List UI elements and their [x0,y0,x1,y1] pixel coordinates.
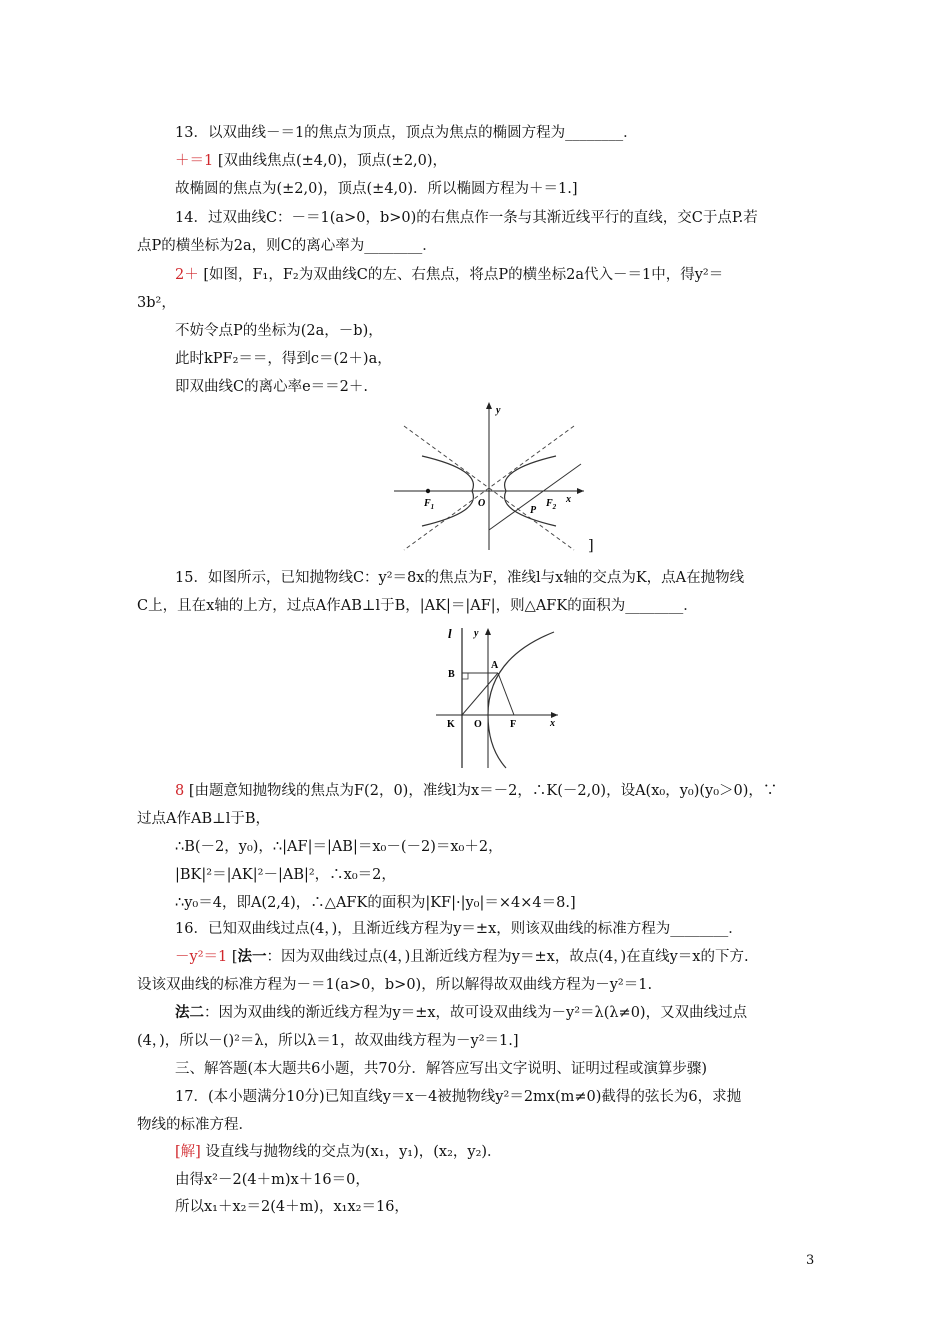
fig2-a-label: A [491,660,499,671]
q16-line4: 法二：因为双曲线的渐近线方程为y＝±x，故可设双曲线为－y²＝λ(λ≠0)，又双曲线过点 [175,1004,748,1021]
q15-line4: 过点A作AB⊥l于B， [137,811,271,827]
fig1-y-label: y [496,405,501,416]
q15-answer-line: 8 [由题意知抛物线的焦点为F(2，0)，准线l为x＝－2，∴K(－2,0)，设A(x₀，y₀)(y₀＞0)，∵ [175,783,778,799]
q14-answer: 2＋ [175,267,199,283]
q13-explanation: 故椭圆的焦点为(±2,0)，顶点(±4,0)．所以椭圆方程为＋＝1.] [175,181,578,197]
method-two-label: 法二 [175,1004,204,1021]
fig1-f2-label: $F_2$ [546,498,557,511]
fig2-o-label: O [474,719,482,730]
q14-line1: 14．过双曲线C：－＝1(a>0，b>0)的右焦点作一条与其渐近线平行的直线，交C于点P.若 [175,210,758,226]
q14-line5: 不妨令点P的坐标为(2a，－b)， [175,323,383,339]
q14-line7: 即双曲线C的离心率e＝＝2＋. [175,379,369,395]
q15-answer: 8 [175,783,185,799]
q14-line2: 点P的横坐标为2a，则C的离心率为________． [137,238,437,254]
q17-line1: 17．(本小题满分10分)已知直线y＝x－4被抛物线y²＝2mx(m≠0)截得的弦长为6，求抛 [175,1089,742,1105]
q15-line6: |BK|²＝|AK|²－|AB|²，∴x₀＝2， [175,867,396,883]
q15-line1: 15．如图所示，已知抛物线C：y²＝8x的焦点为F，准线l与x轴的交点为K，点A在抛物线 [175,570,745,586]
q16-answer-line: －y²＝1 [法一：因为双曲线过点(4，)且渐近线方程为y＝±x，故点(4，)在直线y＝x的下方. [175,948,749,965]
q16-answer: －y²＝1 [175,949,228,965]
solution-label: [解] [175,1144,201,1160]
fig1-origin-label: O [478,498,486,509]
q15-line5: ∴B(－2，y₀)，∴|AF|＝|AB|＝x₀－(－2)＝x₀＋2， [175,839,503,855]
fig2-b-label: B [448,669,455,680]
section-three-heading: 三、解答题(本大题共6小题，共70分．解答应写出文字说明、证明过程或演算步骤) [175,1061,707,1077]
q16-line3: 设该双曲线的标准方程为－＝1(a>0，b>0)，所以解得故双曲线方程为－y²＝1. [137,977,653,993]
parabola-figure [436,620,566,770]
q16-line1: 16．已知双曲线过点(4，)，且渐近线方程为y＝±x，则该双曲线的标准方程为________． [175,921,743,937]
q15-line2: C上，且在x轴的上方，过点A作AB⊥l于B，|AK|＝|AF|，则△AFK的面积为________． [137,598,698,614]
q14-answer-line: 2＋ [如图，F₁，F₂为双曲线C的左、右焦点，将点P的横坐标2a代入－＝1中，得y²＝ [175,267,724,283]
fig1-f1-label: $F_1$ [424,498,435,511]
q17-solution-line: [解] 设直线与抛物线的交点为(x₁，y₁)，(x₂，y₂)． [175,1144,502,1160]
q14-closing-bracket: ] [588,538,594,554]
fig2-x-label: x [550,718,555,729]
hyperbola-figure [394,398,594,553]
page-number: 3 [806,1253,815,1268]
q15-line7: ∴y₀＝4，即A(2,4)，∴△AFK的面积为|KF|·|y₀|＝×4×4＝8.] [175,895,576,911]
method-one-label: 法一 [237,948,267,965]
q13-line1: 13．以双曲线－＝1的焦点为顶点，顶点为焦点的椭圆方程为________． [175,125,638,141]
q14-line4: 3b²， [137,295,176,311]
q13-answer-line: ＋＝1 [双曲线焦点(±4,0)，顶点(±2,0)， [175,153,448,169]
q17-line2: 物线的标准方程． [137,1117,253,1133]
fig2-l-label: l [448,626,452,641]
q17-line4: 由得x²－2(4＋m)x＋16＝0， [175,1172,370,1188]
q16-line5: (4，)，所以－()²＝λ，所以λ＝1，故双曲线方程为－y²＝1.] [137,1033,519,1049]
fig1-x-label: x [566,494,571,505]
fig2-k-label: K [447,719,455,730]
fig2-y-label: y [474,628,479,639]
q13-answer: ＋＝1 [175,153,214,169]
q17-line5: 所以x₁＋x₂＝2(4＋m)，x₁x₂＝16， [175,1199,409,1215]
q14-line6: 此时kPF₂＝＝，得到c＝(2＋)a， [175,351,392,367]
fig1-p-label: P [530,505,537,516]
fig2-f-label: F [510,719,517,730]
